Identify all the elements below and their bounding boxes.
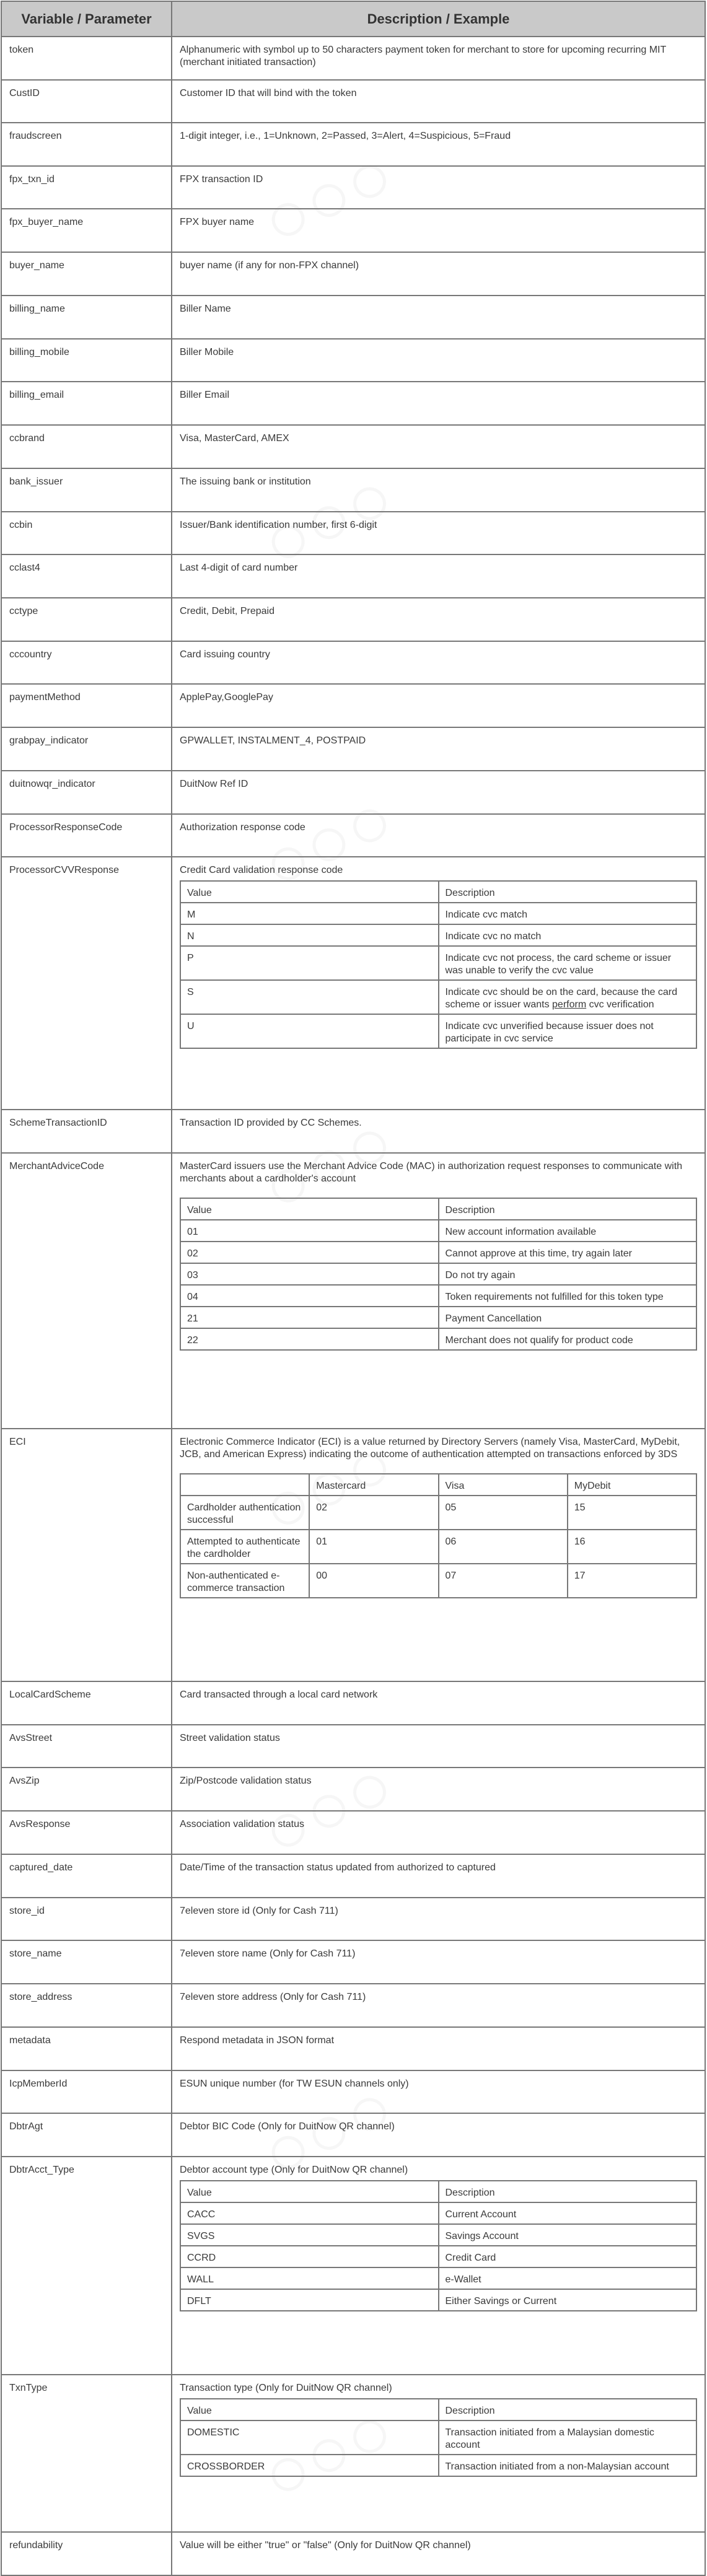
table-row: [1, 2027, 705, 2070]
value-table-cell: 04: [180, 1285, 439, 1307]
value-table-cell: 06: [439, 1530, 568, 1564]
parameter-description: Transaction type (Only for DuitNow QR channel): [180, 2383, 392, 2393]
value-table-cell: Current Account: [439, 2202, 697, 2224]
value-table-cell: Either Savings or Current: [439, 2289, 697, 2311]
value-table-row: [180, 1285, 696, 1307]
parameter-name: ECI: [1, 1429, 172, 1681]
parameter-description-cell: [172, 684, 705, 727]
parameter-description-cell: [172, 2113, 705, 2157]
value-table-header: [180, 2399, 696, 2420]
parameter-description: 7eleven store address (Only for Cash 711): [180, 1992, 366, 2002]
value-table-cell: 21: [180, 1307, 439, 1328]
parameter-description: Alphanumeric with symbol up to 50 characters payment token for merchant to store for upcoming recurring MIT (merchant initiated transaction): [180, 45, 666, 68]
value-table-cell: Indicate cvc match: [439, 903, 697, 924]
parameter-description: GPWALLET, INSTALMENT_4, POSTPAID: [180, 735, 366, 746]
parameter-table: [1, 1, 706, 2576]
parameter-name: AvsZip: [1, 1768, 172, 1811]
parameter-name: cccountry: [1, 641, 172, 684]
parameter-description-cell: [172, 252, 705, 296]
parameter-description: Credit Card validation response code: [180, 865, 343, 875]
value-table-row: [180, 1220, 696, 1242]
value-table-cell: Attempted to authenticate the cardholder: [180, 1530, 309, 1564]
value-table-cell: P: [180, 946, 439, 980]
parameter-description: The issuing bank or institution: [180, 476, 311, 487]
value-table-cell: Credit Card: [439, 2246, 697, 2267]
parameter-name: TxnType: [1, 2375, 172, 2532]
table-row: [1, 468, 705, 512]
parameter-description: Authorization response code: [180, 822, 305, 833]
value-table-cell: 01: [180, 1220, 439, 1242]
table-row: [1, 771, 705, 814]
parameter-description: Visa, MasterCard, AMEX: [180, 433, 289, 444]
column-header-description: Description / Example: [172, 1, 705, 37]
parameter-description-cell: [172, 1984, 705, 2027]
parameter-description-cell: [172, 468, 705, 512]
value-table-cell: New account information available: [439, 1220, 697, 1242]
value-table-row: [180, 2455, 696, 2476]
parameter-name: metadata: [1, 2027, 172, 2070]
table-row: [1, 1768, 705, 1811]
table-row: [1, 684, 705, 727]
value-table-row: [180, 924, 696, 946]
value-table-header: [180, 1474, 696, 1496]
table-row: [1, 339, 705, 382]
value-table-cell: Indicate cvc not process, the card scheme or issuer was unable to verify the cvc value: [439, 946, 697, 980]
table-row: [1, 296, 705, 339]
value-table-cell: Savings Account: [439, 2224, 697, 2246]
value-table-cell: Non-authenticated e-commerce transaction: [180, 1564, 309, 1598]
value-table-cell: 17: [568, 1564, 696, 1598]
value-table-cell: 15: [568, 1496, 696, 1530]
parameter-description: Card issuing country: [180, 649, 270, 660]
value-table-cell: 00: [309, 1564, 438, 1598]
value-table-cell: WALL: [180, 2267, 439, 2289]
parameter-name: SchemeTransactionID: [1, 1110, 172, 1153]
parameter-description-cell: [172, 123, 705, 166]
parameter-name: store_name: [1, 1940, 172, 1984]
parameter-description-cell: [172, 2157, 705, 2375]
table-row: [1, 598, 705, 641]
value-table-cell: 02: [180, 1242, 439, 1263]
parameter-name: ccbrand: [1, 425, 172, 468]
value-table-cell: S: [180, 980, 439, 1014]
value-table-header-cell: [180, 1474, 309, 1496]
parameter-description: MasterCard issuers use the Merchant Advice Code (MAC) in authorization request responses to communicate with merchants about a cardholder's account: [180, 1161, 683, 1184]
parameter-name: fraudscreen: [1, 123, 172, 166]
value-table-cell: N: [180, 924, 439, 946]
parameter-description-cell: [172, 1854, 705, 1898]
table-row: [1, 2532, 705, 2575]
parameter-description: Association validation status: [180, 1819, 304, 1829]
parameter-name: CustID: [1, 80, 172, 123]
table-row: [1, 857, 705, 1110]
table-row: [1, 382, 705, 425]
parameter-description: 7eleven store name (Only for Cash 711): [180, 1948, 356, 1959]
value-table-row: [180, 903, 696, 924]
parameter-description-cell: [172, 1110, 705, 1153]
column-header-parameter: Variable / Parameter: [1, 1, 172, 37]
parameter-description: Street validation status: [180, 1733, 280, 1743]
parameter-description: Last 4-digit of card number: [180, 563, 298, 573]
parameter-description: ApplePay,GooglePay: [180, 692, 273, 703]
table-row: [1, 425, 705, 468]
parameter-description: Customer ID that will bind with the token: [180, 88, 357, 99]
table-row: [1, 252, 705, 296]
parameter-name: captured_date: [1, 1854, 172, 1898]
value-table-header-cell: Value: [180, 2399, 439, 2420]
value-table-row: [180, 1496, 696, 1530]
table-row: [1, 2375, 705, 2532]
table-row: [1, 2113, 705, 2157]
table-row: [1, 166, 705, 209]
parameter-name: duitnowqr_indicator: [1, 771, 172, 814]
value-table-header-cell: Description: [439, 1198, 697, 1220]
value-table-cell: DOMESTIC: [180, 2420, 439, 2455]
table-row: [1, 1940, 705, 1984]
value-table-cell: 07: [439, 1564, 568, 1598]
parameter-description: Respond metadata in JSON format: [180, 2035, 335, 2046]
value-table-cell: Indicate cvc should be on the card, because the card scheme or issuer wants perform cvc verification: [439, 980, 697, 1014]
parameter-name: token: [1, 37, 172, 80]
parameter-description-cell: [172, 2027, 705, 2070]
parameter-description-cell: [172, 727, 705, 771]
table-row: [1, 37, 705, 80]
table-row: [1, 1725, 705, 1768]
parameter-description-cell: [172, 339, 705, 382]
parameter-description: Value will be either "true" or "false" (Only for DuitNow QR channel): [180, 2540, 471, 2551]
parameter-name: IcpMemberId: [1, 2070, 172, 2113]
parameter-description: FPX buyer name: [180, 217, 255, 227]
table-row: [1, 123, 705, 166]
parameter-name: ccbin: [1, 512, 172, 554]
value-table-row: [180, 1530, 696, 1564]
parameter-name: fpx_txn_id: [1, 166, 172, 209]
parameter-name: MerchantAdviceCode: [1, 1153, 172, 1429]
parameter-name: billing_name: [1, 296, 172, 339]
parameter-description-cell: [172, 512, 705, 554]
parameter-description: 1-digit integer, i.e., 1=Unknown, 2=Passed, 3=Alert, 4=Suspicious, 5=Fraud: [180, 131, 511, 141]
parameter-description-cell: [172, 598, 705, 641]
value-table-cell: Transaction initiated from a Malaysian domestic account: [439, 2420, 697, 2455]
value-table-cell: Cardholder authentication successful: [180, 1496, 309, 1530]
value-table-cell: CACC: [180, 2202, 439, 2224]
parameter-description: Transaction ID provided by CC Schemes.: [180, 1118, 362, 1128]
value-table-row: [180, 2420, 696, 2455]
parameter-description-cell: [172, 1153, 705, 1429]
parameter-description-cell: [172, 857, 705, 1110]
value-table-row: [180, 1263, 696, 1285]
value-table-cell: Indicate cvc unverified because issuer does not participate in cvc service: [439, 1014, 697, 1048]
parameter-description-cell: [172, 166, 705, 209]
parameter-description: DuitNow Ref ID: [180, 779, 248, 789]
parameter-description-cell: [172, 1681, 705, 1725]
table-row: [1, 80, 705, 123]
parameter-name: paymentMethod: [1, 684, 172, 727]
value-table-cell: Indicate cvc no match: [439, 924, 697, 946]
value-table-cell: Do not try again: [439, 1263, 697, 1285]
parameter-description-cell: [172, 554, 705, 598]
underlined-word: perform: [552, 999, 587, 1010]
value-table-row: [180, 2224, 696, 2246]
parameter-description: Biller Mobile: [180, 347, 234, 357]
parameter-description: Card transacted through a local card network: [180, 1689, 378, 1700]
parameter-description: Date/Time of the transaction status updated from authorized to captured: [180, 1862, 496, 1873]
parameter-description: ESUN unique number (for TW ESUN channels only): [180, 2079, 409, 2089]
value-table-cell: M: [180, 903, 439, 924]
parameter-description-cell: [172, 771, 705, 814]
parameter-description: Credit, Debit, Prepaid: [180, 606, 274, 616]
parameter-description: 7eleven store id (Only for Cash 711): [180, 1906, 338, 1916]
parameter-description-cell: [172, 1725, 705, 1768]
parameter-description: Debtor account type (Only for DuitNow QR channel): [180, 2165, 408, 2175]
value-table-cell: Cannot approve at this time, try again later: [439, 1242, 697, 1263]
header-row: [1, 1, 705, 37]
value-table: [180, 2398, 697, 2477]
table-row: [1, 727, 705, 771]
value-table-cell: Transaction initiated from a non-Malaysian account: [439, 2455, 697, 2476]
parameter-description-cell: [172, 1768, 705, 1811]
table-row: [1, 1153, 705, 1429]
value-table: [180, 880, 697, 1049]
value-table-header-cell: MyDebit: [568, 1474, 696, 1496]
table-row: [1, 1898, 705, 1940]
value-table-row: [180, 1564, 696, 1598]
parameter-name: store_id: [1, 1898, 172, 1940]
value-table-header-cell: Visa: [439, 1474, 568, 1496]
value-table-cell: DFLT: [180, 2289, 439, 2311]
parameter-description-cell: [172, 2070, 705, 2113]
value-table-header: [180, 1198, 696, 1220]
value-table-cell: CROSSBORDER: [180, 2455, 439, 2476]
parameter-description-cell: [172, 37, 705, 80]
parameter-description-cell: [172, 1811, 705, 1854]
parameter-description-cell: [172, 1429, 705, 1681]
parameter-name: AvsResponse: [1, 1811, 172, 1854]
parameter-description: Electronic Commerce Indicator (ECI) is a value returned by Directory Servers (namely Visa, MasterCard, MyDebit, JCB, and American Express) indicating the outcome of authentication attempted on transactions enforced by 3DS: [180, 1437, 680, 1460]
value-table-header: [180, 2181, 696, 2202]
value-table-row: [180, 2289, 696, 2311]
value-table: [180, 1198, 697, 1351]
table-row: [1, 512, 705, 554]
value-table-row: [180, 1307, 696, 1328]
parameter-name: billing_mobile: [1, 339, 172, 382]
value-table-cell: 01: [309, 1530, 438, 1564]
parameter-name: fpx_buyer_name: [1, 209, 172, 252]
parameter-name: DbtrAgt: [1, 2113, 172, 2157]
value-table-cell: 03: [180, 1263, 439, 1285]
parameter-name: store_address: [1, 1984, 172, 2027]
table-row: [1, 2157, 705, 2375]
parameter-description-cell: [172, 2375, 705, 2532]
parameter-description: Zip/Postcode validation status: [180, 1776, 312, 1786]
value-table-header-cell: Description: [439, 881, 697, 903]
value-table-cell: Token requirements not fulfilled for this token type: [439, 1285, 697, 1307]
value-table-row: [180, 1014, 696, 1048]
parameter-description-cell: [172, 1940, 705, 1984]
value-table-row: [180, 2246, 696, 2267]
table-row: [1, 1429, 705, 1681]
parameter-name: buyer_name: [1, 252, 172, 296]
value-table-cell: 22: [180, 1328, 439, 1350]
parameter-name: ProcessorResponseCode: [1, 814, 172, 857]
value-table-header-cell: Description: [439, 2399, 697, 2420]
parameter-description-cell: [172, 641, 705, 684]
parameter-description-cell: [172, 80, 705, 123]
parameter-description-cell: [172, 1898, 705, 1940]
value-table-cell: Merchant does not qualify for product code: [439, 1328, 697, 1350]
value-table: [180, 1473, 697, 1598]
table-row: [1, 641, 705, 684]
value-table-cell: 05: [439, 1496, 568, 1530]
parameter-description: Issuer/Bank identification number, first 6-digit: [180, 520, 377, 530]
table-row: [1, 554, 705, 598]
parameter-description: Debtor BIC Code (Only for DuitNow QR channel): [180, 2121, 395, 2132]
value-table-row: [180, 1328, 696, 1350]
table-row: [1, 1984, 705, 2027]
parameter-name: ProcessorCVVResponse: [1, 857, 172, 1110]
value-table-cell: SVGS: [180, 2224, 439, 2246]
parameter-description-cell: [172, 209, 705, 252]
value-table-header-cell: Value: [180, 1198, 439, 1220]
parameter-description: buyer name (if any for non-FPX channel): [180, 260, 359, 271]
parameter-description-cell: [172, 425, 705, 468]
value-table-cell: Payment Cancellation: [439, 1307, 697, 1328]
value-table-cell: 02: [309, 1496, 438, 1530]
parameter-description: FPX transaction ID: [180, 174, 263, 185]
table-row: [1, 1681, 705, 1725]
value-table-row: [180, 1242, 696, 1263]
value-table-cell: 16: [568, 1530, 696, 1564]
value-table-cell: e-Wallet: [439, 2267, 697, 2289]
parameter-name: bank_issuer: [1, 468, 172, 512]
parameter-name: cctype: [1, 598, 172, 641]
value-table-header-cell: Mastercard: [309, 1474, 438, 1496]
value-table-cell: U: [180, 1014, 439, 1048]
table-row: [1, 1811, 705, 1854]
value-table-header-cell: Description: [439, 2181, 697, 2202]
value-table-row: [180, 2267, 696, 2289]
parameter-name: refundability: [1, 2532, 172, 2575]
value-table: [180, 2180, 697, 2311]
value-table-header-cell: Value: [180, 881, 439, 903]
parameter-name: cclast4: [1, 554, 172, 598]
table-row: [1, 814, 705, 857]
parameter-description-cell: [172, 2532, 705, 2575]
parameter-name: LocalCardScheme: [1, 1681, 172, 1725]
value-table-row: [180, 2202, 696, 2224]
table-row: [1, 209, 705, 252]
value-table-row: [180, 946, 696, 980]
value-table-cell: CCRD: [180, 2246, 439, 2267]
table-row: [1, 1110, 705, 1153]
table-row: [1, 2070, 705, 2113]
parameter-description: Biller Email: [180, 390, 230, 400]
parameter-description-cell: [172, 382, 705, 425]
parameter-name: AvsStreet: [1, 1725, 172, 1768]
parameter-description-cell: [172, 296, 705, 339]
parameter-description-cell: [172, 814, 705, 857]
parameter-name: DbtrAcct_Type: [1, 2157, 172, 2375]
value-table-header: [180, 881, 696, 903]
parameter-description: Biller Name: [180, 304, 231, 314]
parameter-name: grabpay_indicator: [1, 727, 172, 771]
value-table-header-cell: Value: [180, 2181, 439, 2202]
value-table-row: [180, 980, 696, 1014]
parameter-name: billing_email: [1, 382, 172, 425]
table-row: [1, 1854, 705, 1898]
